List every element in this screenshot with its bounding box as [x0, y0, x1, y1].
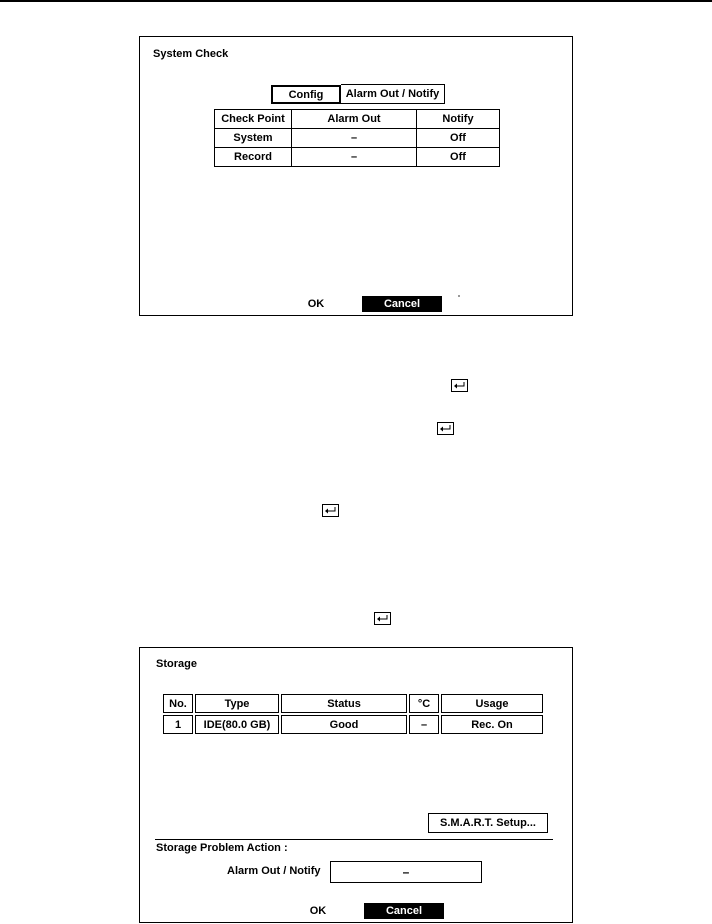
disk-usage-cell[interactable]: Rec. On [441, 715, 543, 734]
alarm-out-cell[interactable]: – [292, 148, 417, 167]
disk-temperature-cell: – [409, 715, 439, 734]
disk-status-cell: Good [281, 715, 407, 734]
table-row [163, 715, 543, 734]
dialog-title: Storage [156, 658, 197, 670]
notify-cell[interactable]: Off [417, 129, 500, 148]
alarm-notify-field[interactable]: – [330, 861, 482, 883]
disk-number-cell: 1 [163, 715, 193, 734]
alarm-notify-label: Alarm Out / Notify [227, 865, 321, 877]
decorative-dot [458, 295, 460, 297]
check-point-table [214, 109, 500, 167]
tab-alarm-out-notify[interactable]: Alarm Out / Notify [341, 84, 445, 104]
table-header-row [215, 110, 500, 129]
table-row [215, 148, 500, 167]
ok-button[interactable]: OK [307, 298, 325, 310]
dialog-buttons [294, 903, 444, 919]
enter-icon [374, 612, 391, 625]
smart-setup-button[interactable]: S.M.A.R.T. Setup... [428, 813, 548, 833]
column-header: Status [281, 694, 407, 713]
cancel-button[interactable]: Cancel [362, 296, 442, 312]
alarm-out-cell[interactable]: – [292, 129, 417, 148]
column-header: Check Point [215, 110, 292, 129]
page-top-rule [0, 0, 712, 2]
ok-button[interactable]: OK [309, 905, 327, 917]
storage-table [161, 692, 545, 736]
dialog-title: System Check [153, 48, 229, 60]
enter-icon [437, 422, 454, 435]
column-header: No. [163, 694, 193, 713]
check-point-cell: System [215, 129, 292, 148]
system-check-dialog [139, 36, 573, 316]
dialog-buttons [292, 296, 442, 312]
notify-cell[interactable]: Off [417, 148, 500, 167]
table-row [215, 129, 500, 148]
column-header: Notify [417, 110, 500, 129]
enter-icon [322, 504, 339, 517]
disk-type-cell: IDE(80.0 GB) [195, 715, 279, 734]
storage-dialog [139, 647, 573, 923]
table-header-row [163, 694, 543, 713]
column-header: Alarm Out [292, 110, 417, 129]
section-heading: Storage Problem Action : [156, 842, 288, 854]
cancel-button[interactable]: Cancel [364, 903, 444, 919]
enter-icon [451, 379, 468, 392]
column-header: °C [409, 694, 439, 713]
divider [155, 839, 553, 840]
column-header: Usage [441, 694, 543, 713]
tab-bar [271, 84, 445, 104]
column-header: Type [195, 694, 279, 713]
check-point-cell: Record [215, 148, 292, 167]
tab-config[interactable]: Config [271, 85, 341, 104]
